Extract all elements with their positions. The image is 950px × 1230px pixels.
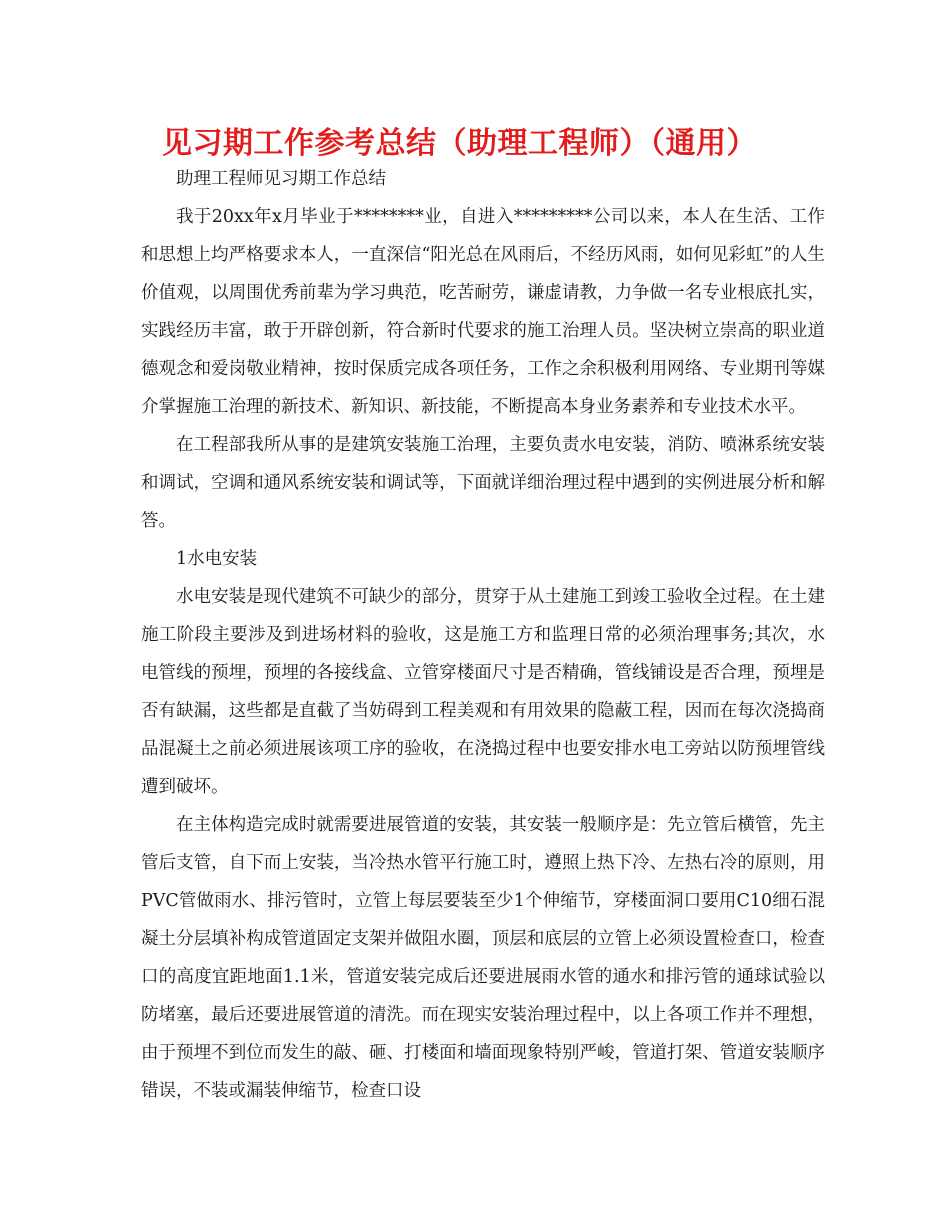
intro-paragraph: 我于20xx年x月毕业于********业，自进入*********公司以来，本人在生活、工作和思想上均严格要求本人，一直深信“阳光总在风雨后，不经历风雨，如何见彩虹”的人生价值观，以周围优秀前辈为学习典范，吃苦耐劳，谦虚请教，力争做一名专业根底扎实，实践经历丰富，敢于开辟创新，符合新时代要求的施工治理人员。坚决树立崇高的职业道德观念和爱岗敬业精神，按时保质完成各项任务，工作之余积极利用网络、专业期刊等媒介掌握施工治理的新技术、新知识、新技能，不断提高本身业务素养和专业技术水平。 — [141, 207, 825, 417]
document-title: 见习期工作参考总结（助理工程师）（通用） — [162, 126, 757, 161]
pipe-installation-paragraph: 在主体构造完成时就需要进展管道的安装，其安装一般顺序是：先立管后横管，先主管后支管，自下而上安装，当冷热水管平行施工时，遵照上热下冷、左热右冷的原则，用PVC管做雨水、排污管时，立管上每层要装至少1个伸缩节，穿楼面洞口要用C10细石混凝土分层填补构成管道固定支架并做阻水圈，顶层和底层的立管上必须设置检查口，检查口的高度宜距地面1.1米，管道安装完成后还要进展雨水管的通水和排污管的通球试验以防堵塞，最后还要进展管道的清洗。而在现实安装治理过程中，以上各项工作并不理想，由于预埋不到位而发生的敲、砸、打楼面和墙面现象特别严峻，管道打架、管道安装顺序错误，不装或漏装伸缩节，检查口设 — [141, 815, 825, 1101]
section-heading: 1水电安装 — [176, 549, 258, 569]
plumbing-paragraph: 水电安装是现代建筑不可缺少的部分，贯穿于从土建施工到竣工验收全过程。在土建施工阶段主要涉及到进场材料的验收，这是施工方和监理日常的必须治理事务;其次，水电管线的预埋，预埋的各接线盒、立管穿楼面尺寸是否精确，管线铺设是否合理，预埋是否有缺漏，这些都是直截了当妨碍到工程美观和有用效果的隐蔽工程，因而在每次浇捣商品混凝土之前必须进展该项工序的验收，在浇捣过程中也要安排水电工旁站以防预埋管线遭到破坏。 — [141, 587, 825, 797]
document-body — [141, 160, 825, 1110]
subtitle-paragraph: 助理工程师见习期工作总结 — [176, 169, 386, 189]
scope-paragraph: 在工程部我所从事的是建筑安装施工治理，主要负责水电安装，消防、喷淋系统安装和调试，空调和通风系统安装和调试等，下面就详细治理过程中遇到的实例进展分析和解答。 — [141, 435, 825, 531]
